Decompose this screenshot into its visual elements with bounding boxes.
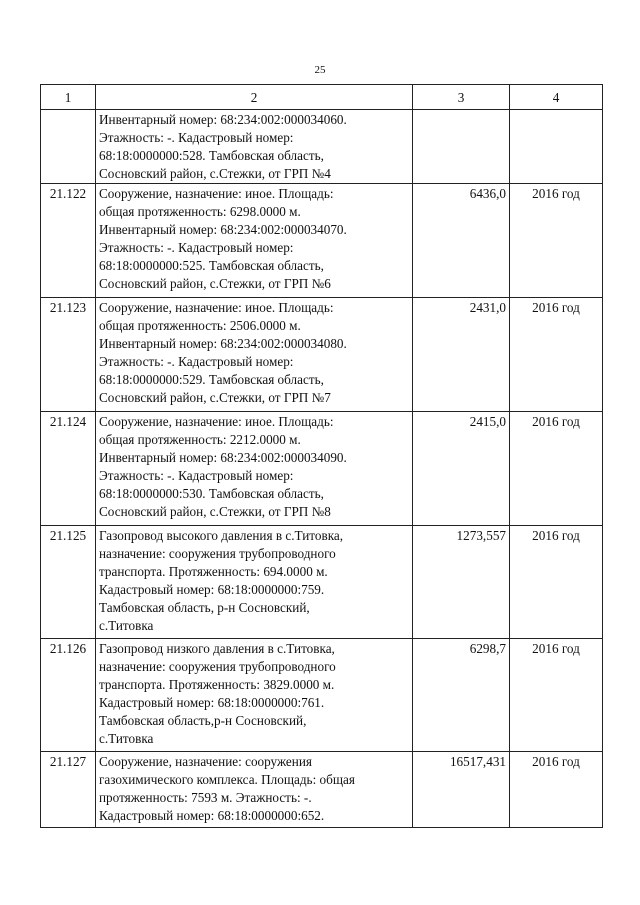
- row-value: 6436,0: [413, 184, 510, 298]
- row-year: 2016 год: [510, 412, 603, 526]
- table-row: [41, 639, 603, 752]
- column-header-1: 1: [41, 85, 96, 110]
- row-year: 2016 год: [510, 298, 603, 412]
- row-description: Сооружение, назначение: сооружения газохимического комплекса. Площадь: общая протяженность: 7593 м. Этажность: -. Кадастровый номер: 68:18:0000000:652.: [96, 752, 413, 828]
- row-year: [510, 110, 603, 184]
- table-row: [41, 110, 603, 184]
- row-year: 2016 год: [510, 752, 603, 828]
- column-header-3: 3: [413, 85, 510, 110]
- row-description: Сооружение, назначение: иное. Площадь: общая протяженность: 2212.0000 м. Инвентарный номер: 68:234:002:000034090. Этажность: -. Кадастровый номер: 68:18:0000000:530. Тамбовская область, Сосновский район, с.Стежки, от ГРП №8: [96, 412, 413, 526]
- row-number: 21.125: [41, 526, 96, 639]
- table-row: [41, 184, 603, 298]
- table-row: [41, 526, 603, 639]
- column-header-4: 4: [510, 85, 603, 110]
- row-description: Газопровод высокого давления в с.Титовка, назначение: сооружения трубопроводного транспорта. Протяженность: 694.0000 м. Кадастровый номер: 68:18:0000000:759. Тамбовская область, р-н Сосновский, с.Титовка: [96, 526, 413, 639]
- column-header-2: 2: [96, 85, 413, 110]
- row-number: 21.124: [41, 412, 96, 526]
- row-description: Газопровод низкого давления в с.Титовка, назначение: сооружения трубопроводного транспорта. Протяженность: 3829.0000 м. Кадастровый номер: 68:18:0000000:761. Тамбовская область,р-н Сосновский, с.Титовка: [96, 639, 413, 752]
- row-value: [413, 110, 510, 184]
- row-number: 21.127: [41, 752, 96, 828]
- row-year: 2016 год: [510, 184, 603, 298]
- row-number: 21.126: [41, 639, 96, 752]
- row-description: Сооружение, назначение: иное. Площадь: общая протяженность: 6298.0000 м. Инвентарный номер: 68:234:002:000034070. Этажность: -. Кадастровый номер: 68:18:0000000:525. Тамбовская область, Сосновский район, с.Стежки, от ГРП №6: [96, 184, 413, 298]
- row-value: 2431,0: [413, 298, 510, 412]
- row-year: 2016 год: [510, 639, 603, 752]
- row-description: Инвентарный номер: 68:234:002:000034060. Этажность: -. Кадастровый номер: 68:18:0000000:528. Тамбовская область, Сосновский район, с.Стежки, от ГРП №4: [96, 110, 413, 184]
- row-value: 1273,557: [413, 526, 510, 639]
- registry-table: [40, 84, 603, 828]
- row-number: 21.123: [41, 298, 96, 412]
- row-value: 6298,7: [413, 639, 510, 752]
- table-row: [41, 298, 603, 412]
- row-value: 16517,431: [413, 752, 510, 828]
- row-value: 2415,0: [413, 412, 510, 526]
- row-number: 21.122: [41, 184, 96, 298]
- row-description: Сооружение, назначение: иное. Площадь: общая протяженность: 2506.0000 м. Инвентарный номер: 68:234:002:000034080. Этажность: -. Кадастровый номер: 68:18:0000000:529. Тамбовская область, Сосновский район, с.Стежки, от ГРП №7: [96, 298, 413, 412]
- table-row: [41, 752, 603, 828]
- row-year: 2016 год: [510, 526, 603, 639]
- page-number: 25: [314, 64, 326, 76]
- row-number: [41, 110, 96, 184]
- table-row: [41, 412, 603, 526]
- header-row: [41, 85, 603, 110]
